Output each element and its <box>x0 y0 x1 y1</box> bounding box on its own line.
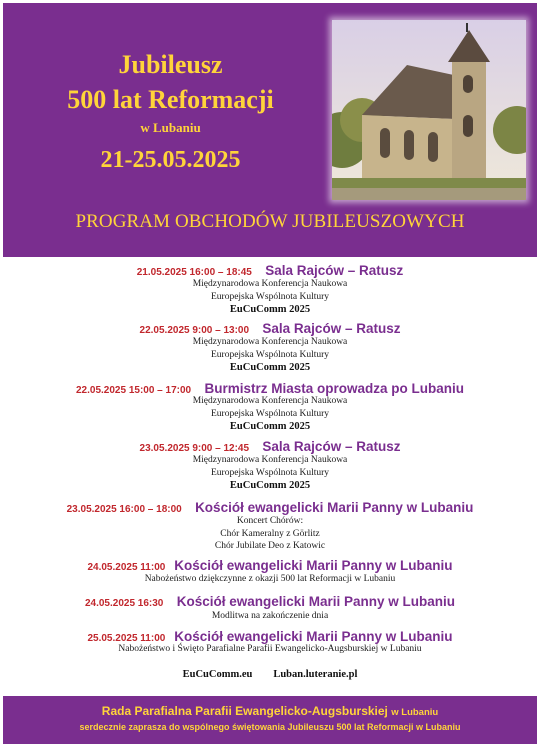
event-2-header <box>0 320 540 338</box>
event-1-place: Sala Rajców – Ratusz <box>265 263 404 278</box>
event-5-header <box>0 499 540 517</box>
footer-banner <box>3 696 537 744</box>
event-4-datetime: 23.05.2025 9:00 – 12:45 <box>139 443 250 454</box>
program-heading: PROGRAM OBCHODÓW JUBILEUSZOWYCH <box>75 211 465 232</box>
header-banner <box>3 3 537 257</box>
event-2-line-1: Międzynarodowa Konferencja Naukowa <box>192 337 348 347</box>
event-1-bold: EuCuComm 2025 <box>229 304 311 315</box>
event-3-datetime: 22.05.2025 15:00 – 17:00 <box>76 385 192 396</box>
event-7-datetime: 24.05.2025 16:30 <box>84 598 164 609</box>
event-2-bold: EuCuComm 2025 <box>229 362 311 373</box>
title-location: w Lubaniu <box>140 120 201 135</box>
event-2-datetime: 22.05.2025 9:00 – 13:00 <box>139 325 250 336</box>
event-5-line-1: Koncert Chórów: <box>236 516 304 526</box>
footer-line-1 <box>3 704 537 718</box>
links-row <box>0 669 540 680</box>
event-6-header <box>0 557 540 575</box>
event-3-line-2: Europejska Wspólnota Kultury <box>210 409 330 419</box>
event-8-line-1: Nabożeństwo i Święto Parafialne Parafii Ewangelicko-Augsburskiej w Lubaniu <box>118 644 422 654</box>
event-1-line-1: Międzynarodowa Konferencja Naukowa <box>192 279 348 289</box>
event-6-datetime: 24.05.2025 11:00 <box>87 562 166 573</box>
church-photo <box>332 20 526 200</box>
event-1-line-2: Europejska Wspólnota Kultury <box>210 292 330 302</box>
event-1-datetime: 21.05.2025 16:00 – 18:45 <box>136 267 252 278</box>
event-5-line-2: Chór Kameralny z Görlitz <box>220 529 320 539</box>
event-6-line-1: Nabożeństwo dziękczynne z okazji 500 lat Reformacji w Lubaniu <box>144 574 396 584</box>
event-6-place: Kościół ewangelicki Marii Panny w Lubaniu <box>174 558 453 573</box>
event-4-place: Sala Rajców – Ratusz <box>262 439 401 454</box>
event-3-line-1: Międzynarodowa Konferencja Naukowa <box>192 396 348 406</box>
event-2-place: Sala Rajców – Ratusz <box>262 321 401 336</box>
event-4-header <box>0 438 540 456</box>
event-5-datetime: 23.05.2025 16:00 – 18:00 <box>66 504 182 515</box>
event-7-line-1: Modlitwa na zakończenie dnia <box>211 611 329 621</box>
event-1-header <box>0 262 540 280</box>
church-illustration <box>332 20 526 200</box>
link-luban-luteranie[interactable]: Luban.luteranie.pl <box>273 669 358 680</box>
event-7-place: Kościół ewangelicki Marii Panny w Lubaniu <box>176 594 456 609</box>
title-reformation: 500 lat Reformacji <box>67 85 274 114</box>
link-eucucomm[interactable]: EuCuComm.eu <box>182 669 253 680</box>
event-7-header <box>0 593 540 611</box>
event-3-bold: EuCuComm 2025 <box>229 421 311 432</box>
event-2-line-2: Europejska Wspólnota Kultury <box>210 350 330 360</box>
event-3-place: Burmistrz Miasta oprowadza po Lubaniu <box>204 381 464 396</box>
event-5-line-3: Chór Jubilate Deo z Katowic <box>214 541 326 551</box>
event-8-place: Kościół ewangelicki Marii Panny w Lubaniu <box>174 629 453 644</box>
event-dates: 21-25.05.2025 <box>100 147 241 173</box>
footer-council-name: Rada Parafialna Parafii Ewangelicko-Augsburskiej <box>101 704 388 718</box>
title-jubilee: Jubileusz <box>118 50 223 79</box>
event-5-place: Kościół ewangelicki Marii Panny w Lubaniu <box>195 500 474 515</box>
event-4-line-2: Europejska Wspólnota Kultury <box>210 468 330 478</box>
event-4-bold: EuCuComm 2025 <box>229 480 311 491</box>
footer-council-location: w Lubaniu <box>391 707 439 718</box>
footer-invitation: serdecznie zaprasza do wspólnego świętowania Jubileuszu 500 lat Reformacji w Lubaniu <box>79 722 461 732</box>
event-8-datetime: 25.05.2025 11:00 <box>87 633 166 644</box>
event-4-line-1: Międzynarodowa Konferencja Naukowa <box>192 455 348 465</box>
